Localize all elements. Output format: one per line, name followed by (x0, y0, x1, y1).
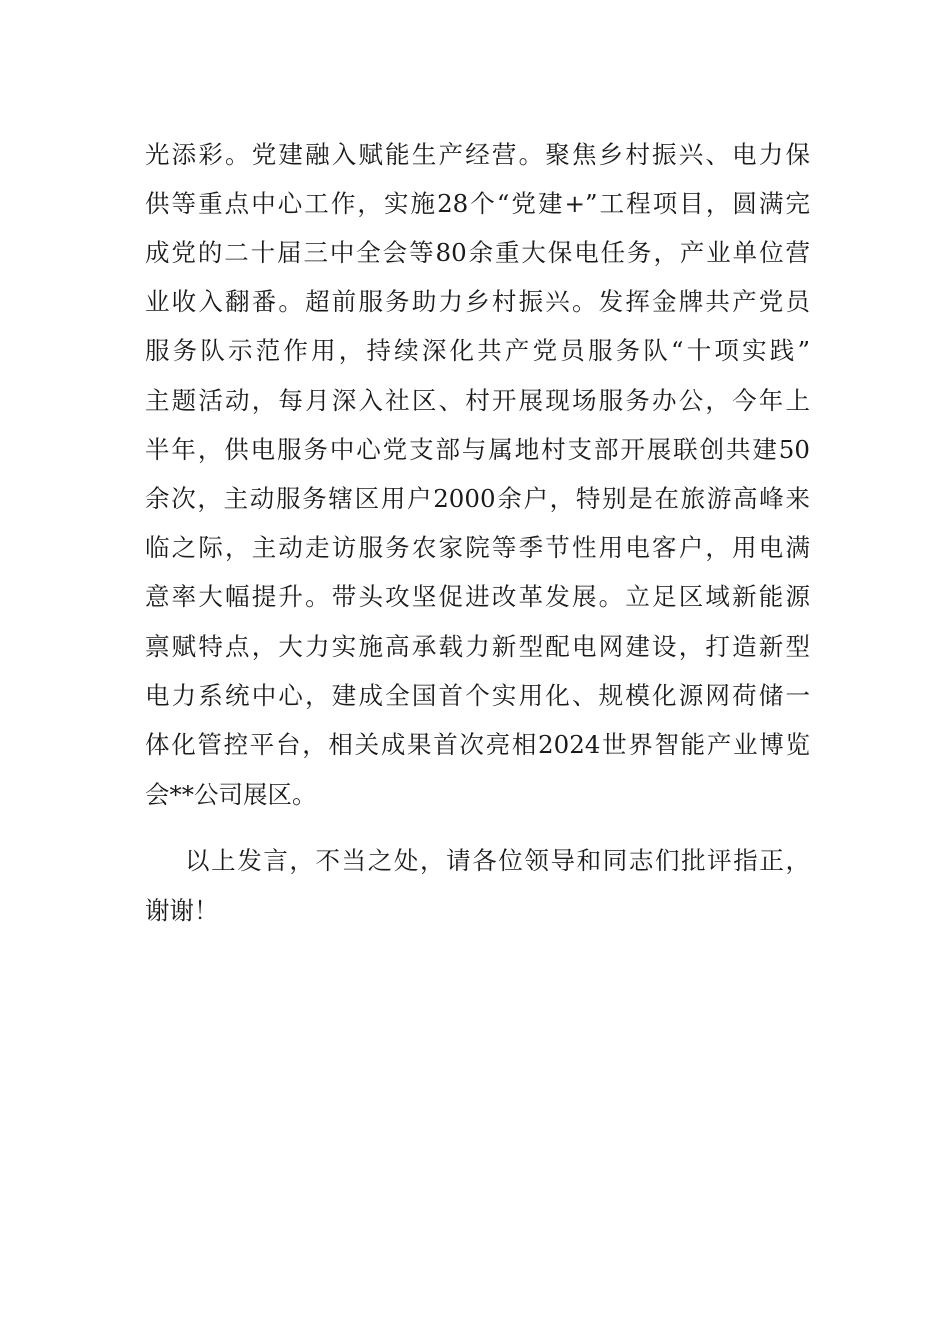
closing-text-line: 以上发言，不当之处，请各位领导和同志们批评指正， (185, 846, 810, 875)
body-text-line: 光添彩。党建融入赋能生产经营。聚焦乡村振兴、电力保 (145, 140, 810, 169)
body-text-line: 服务队示范作用，持续深化共产党员服务队“十项实践” (145, 336, 810, 365)
body-text-line: 意率大幅提升。带头攻坚促进改革发展。立足区域新能源 (145, 582, 810, 611)
body-text-line: 半年，供电服务中心党支部与属地村支部开展联创共建50 (145, 435, 810, 464)
body-text-line: 体化管控平台，相关成果首次亮相2024世界智能产业博览 (145, 730, 810, 759)
closing-text-line: 谢谢！ (145, 896, 219, 925)
body-text-line: 供等重点中心工作，实施28个“党建+”工程项目，圆满完 (145, 189, 810, 218)
body-text-line: 成党的二十届三中全会等80余重大保电任务，产业单位营 (145, 238, 810, 267)
body-text-line: 电力系统中心，建成全国首个实用化、规模化源网荷储一 (145, 681, 810, 710)
body-text-line: 临之际，主动走访服务农家院等季节性用电客户，用电满 (145, 533, 810, 562)
body-text-line: 禀赋特点，大力实施高承载力新型配电网建设，打造新型 (145, 632, 810, 661)
body-text-line: 会**公司展区。 (145, 780, 317, 809)
body-text-line: 余次，主动服务辖区用户2000余户，特别是在旅游高峰来 (145, 484, 810, 513)
body-text-line: 业收入翻番。超前服务助力乡村振兴。发挥金牌共产党员 (145, 287, 810, 316)
body-text-line: 主题活动，每月深入社区、村开展现场服务办公，今年上 (145, 386, 810, 415)
